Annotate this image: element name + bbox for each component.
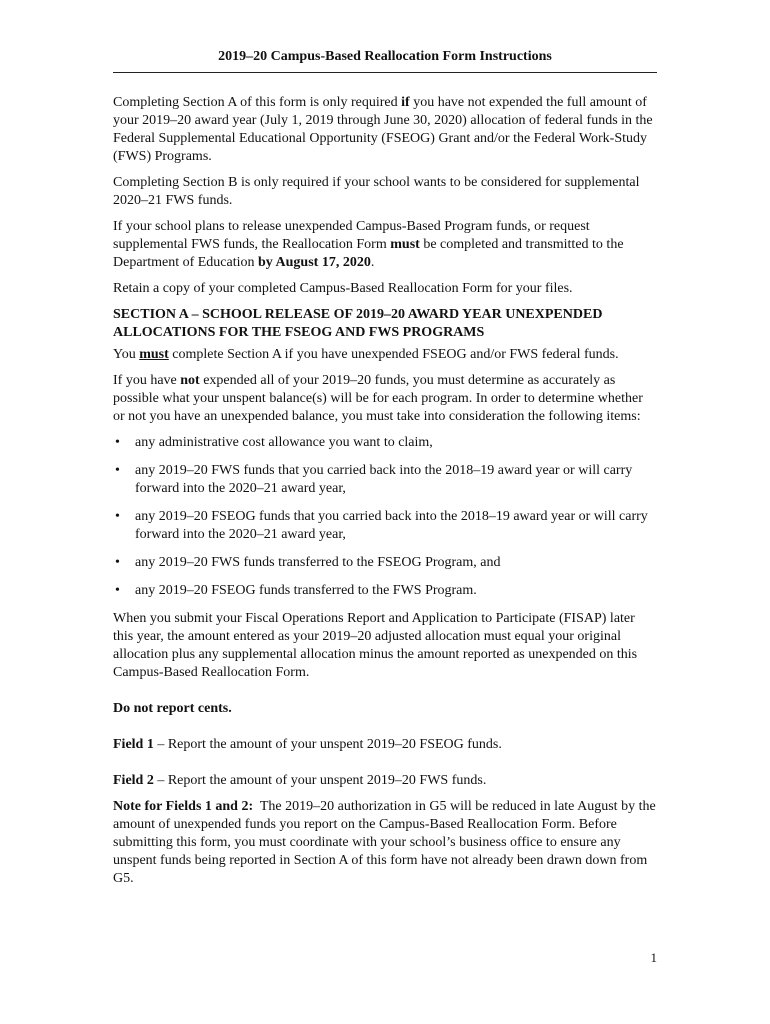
- title-divider: [113, 72, 657, 73]
- emphasis-must: must: [390, 237, 420, 252]
- bullet-icon: •: [115, 509, 120, 524]
- section-a-paragraph-3: When you submit your Fiscal Operations Report and Application to Participate (FISAP) later this year, the amount entered as your 2019–20 adjusted allocation must equal your original allocation plus any supplemental allocation minus the amount reported as unexpended on this Campus-Based Reallocation Form.: [113, 611, 638, 680]
- text-run: Completing Section A of this form is only required: [113, 95, 402, 110]
- text-run: you have not expended the full amount of your 2019–20 award year (July 1, 2019 through June 30, 2020) allocation of federal funds in the Federal Supplemental Educational Opportunity (FSEOG) Grant and/or the Federal Work-Study (FWS) Programs.: [113, 95, 653, 164]
- document-body: [113, 94, 660, 896]
- emphasis-not: not: [180, 373, 200, 388]
- list-item-text: any 2019–20 FWS funds that you carried back into the 2018–19 award year or will carry forward into the 2020–21 award year,: [135, 463, 633, 496]
- fields-note: [113, 798, 660, 888]
- emphasis-must-underlined: must: [139, 347, 169, 362]
- emphasis-deadline: by August 17, 2020: [258, 255, 371, 270]
- bullet-icon: •: [115, 435, 120, 450]
- list-item: [113, 582, 657, 600]
- list-item: [113, 554, 657, 572]
- field-2-text: – Report the amount of your unspent 2019–20 FWS funds.: [153, 773, 487, 788]
- text-run: complete Section A if you have unexpended FSEOG and/or FWS federal funds.: [168, 347, 619, 362]
- section-a-paragraph-1: [113, 346, 657, 364]
- intro-paragraph-3: [113, 218, 657, 272]
- intro-paragraph-1: [113, 94, 657, 166]
- text-run: You: [113, 347, 140, 362]
- list-item-text: any administrative cost allowance you want to claim,: [135, 435, 433, 450]
- considerations-list: [113, 434, 657, 600]
- cents-instruction: [113, 700, 657, 718]
- field-2-instruction: [113, 772, 657, 790]
- section-a-paragraph-2: [113, 372, 657, 426]
- section-a-heading: SECTION A – SCHOOL RELEASE OF 2019–20 AWARD YEAR UNEXPENDED ALLOCATIONS FOR THE FSEOG AND FWS PROGRAMS: [113, 307, 603, 340]
- list-item-text: any 2019–20 FSEOG funds that you carried back into the 2018–19 award year or will carry forward into the 2020–21 award year,: [135, 509, 648, 542]
- page-number: 1: [650, 950, 657, 965]
- cents-instruction-text: Do not report cents.: [113, 701, 232, 716]
- list-item: [113, 508, 657, 544]
- page-title: 2019–20 Campus-Based Reallocation Form Instructions: [218, 49, 552, 64]
- list-item-text: any 2019–20 FSEOG funds transferred to the FWS Program.: [135, 583, 477, 598]
- list-item: [113, 462, 657, 498]
- note-label: Note for Fields 1 and 2:: [113, 799, 254, 814]
- bullet-icon: •: [115, 555, 120, 570]
- intro-paragraph-2: Completing Section B is only required if your school wants to be considered for supplemental 2020–21 FWS funds.: [113, 175, 640, 208]
- bullet-icon: •: [115, 463, 120, 478]
- field-1-instruction: [113, 736, 657, 754]
- note-text: The 2019–20 authorization in G5 will be reduced in late August by the amount of unexpended funds you report on the Campus-Based Reallocation Form. Before submitting this form, you must coordinate with your school’s business office to ensure any unspent funds being reported in Section A of this form have not already been drawn down from G5.: [113, 799, 660, 886]
- text-run: .: [370, 255, 375, 270]
- intro-paragraph-4: Retain a copy of your completed Campus-Based Reallocation Form for your files.: [113, 281, 573, 296]
- text-run: expended all of your 2019–20 funds, you must determine as accurately as possible what your unspent balance(s) will be for each program. In order to determine whether or not you have an unexpended balance, you must take into consideration the following items:: [113, 373, 643, 424]
- field-1-text: – Report the amount of your unspent 2019–20 FSEOG funds.: [153, 737, 502, 752]
- list-item: [113, 434, 657, 452]
- text-run: If your school plans to release unexpended Campus-Based Program funds, or request supplemental FWS funds, the Reallocation Form: [113, 219, 590, 252]
- text-run: If you have: [113, 373, 181, 388]
- emphasis-if: if: [401, 95, 410, 110]
- field-1-label: Field 1: [113, 737, 154, 752]
- field-2-label: Field 2: [113, 773, 154, 788]
- text-run: be completed and transmitted to the Department of Education: [113, 237, 624, 270]
- list-item-text: any 2019–20 FWS funds transferred to the FSEOG Program, and: [135, 555, 501, 570]
- bullet-icon: •: [115, 583, 120, 598]
